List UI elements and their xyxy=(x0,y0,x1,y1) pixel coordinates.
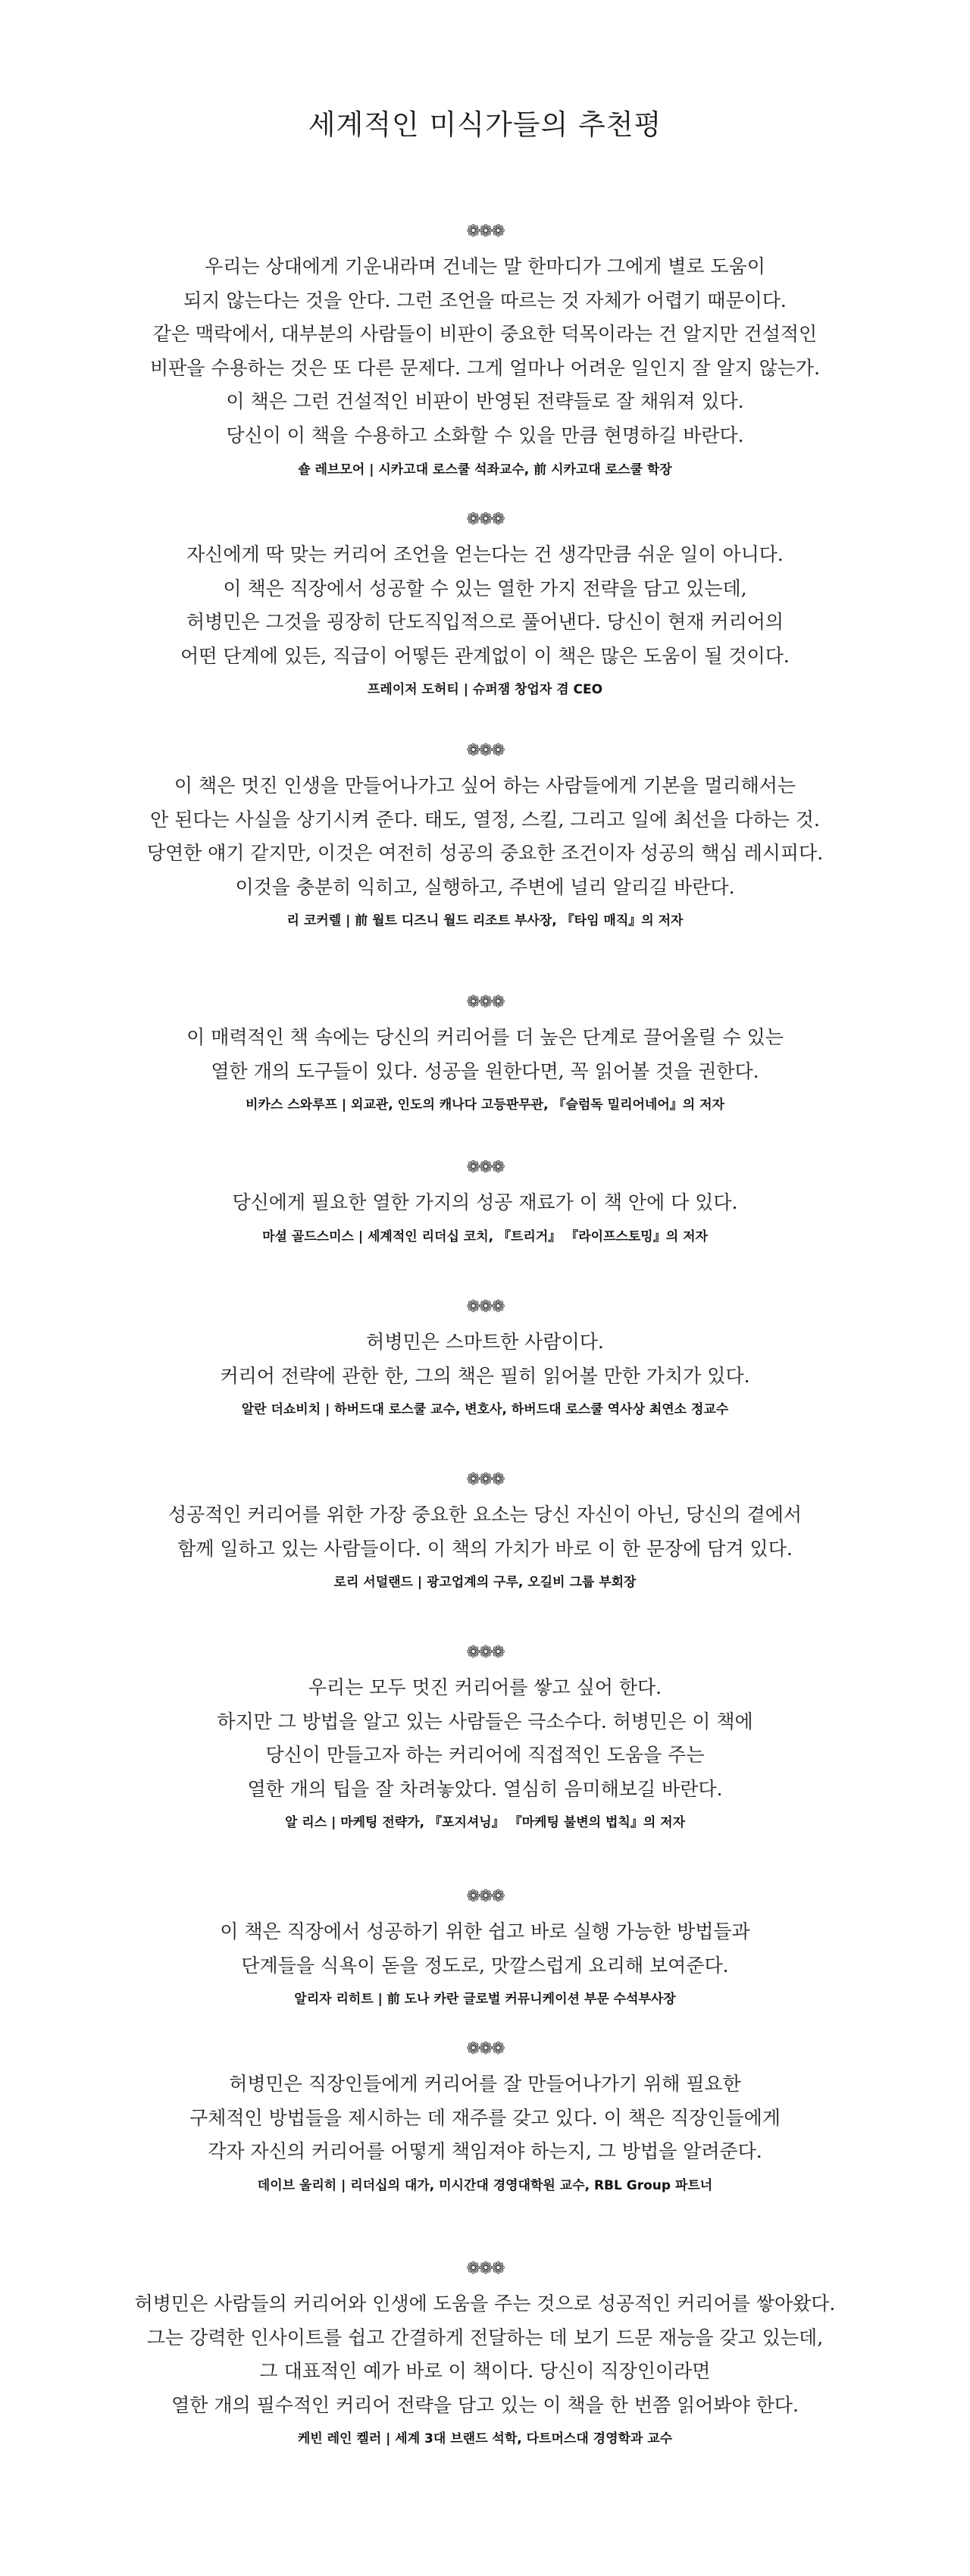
review-author: 프레이저 도허티 | 슈퍼잼 창업자 겸 CEO xyxy=(367,682,603,698)
review-author: 알리자 리히트 | 前 도나 카란 글로벌 커뮤니케이션 부문 수석부사장 xyxy=(294,1992,676,2008)
review-text-line: 어떤 단계에 있든, 직급이 어떻든 관계없이 이 책은 많은 도움이 될 것이다. xyxy=(180,644,790,667)
flower-ornament-icon: ❁❁❁ xyxy=(466,2259,504,2278)
review-text-line: 같은 맥락에서, 대부분의 사람들이 비판이 중요한 덕목이라는 건 알지만 건설적인 xyxy=(152,323,818,346)
review-text-line: 이 책은 직장에서 성공할 수 있는 열한 가지 전략을 담고 있는데, xyxy=(223,577,747,599)
review-text-line: 그는 강력한 인사이트를 쉽고 간결하게 전달하는 데 보기 드문 재능을 갖고 있는데, xyxy=(146,2326,824,2349)
review-block xyxy=(68,510,902,701)
flower-ornament-icon: ❁❁❁ xyxy=(466,741,504,760)
review-text-line: 열한 개의 도구들이 있다. 성공을 원한다면, 꼭 읽어볼 것을 권한다. xyxy=(211,1060,759,1082)
flower-ornament-icon: ❁❁❁ xyxy=(466,510,504,529)
review-text-line: 구체적인 방법들을 제시하는 데 재주를 갖고 있다. 이 책은 직장인들에게 xyxy=(189,2106,781,2129)
review-author: 비카스 스와루프 | 외교관, 인도의 캐나다 고등판무관, 『슬럼독 밀리어네어』의 저자 xyxy=(246,1097,724,1113)
review-text-line: 열한 개의 팁을 잘 차려놓았다. 열심히 음미해보길 바란다. xyxy=(247,1777,723,1800)
review-text-line: 단계들을 식욕이 돋을 정도로, 맛깔스럽게 요리해 보여준다. xyxy=(241,1954,729,1977)
review-text-line: 성공적인 커리어를 위한 가장 중요한 요소는 당신 자신이 아닌, 당신의 곁에서 xyxy=(167,1504,803,1526)
review-block xyxy=(68,2259,902,2450)
flower-ornament-icon: ❁❁❁ xyxy=(466,1887,504,1906)
review-text-line: 허병민은 직장인들에게 커리어를 잘 만들어나가기 위해 필요한 xyxy=(229,2073,741,2095)
review-author: 알 리스 | 마케팅 전략가, 『포지셔닝』 『마케팅 불변의 법칙』의 저자 xyxy=(284,1815,686,1831)
review-author: 케빈 레인 켈러 | 세계 3대 브랜드 석학, 다트머스대 경영학과 교수 xyxy=(297,2431,673,2447)
review-text-line: 커리어 전략에 관한 한, 그의 책은 필히 읽어볼 만한 가치가 있다. xyxy=(220,1364,750,1387)
review-block xyxy=(68,1158,902,1248)
review-text-line: 이 책은 직장에서 성공하기 위한 쉽고 바로 실행 가능한 방법들과 xyxy=(220,1920,750,1942)
flower-ornament-icon: ❁❁❁ xyxy=(466,2039,504,2058)
review-text-line: 되지 않는다는 것을 안다. 그런 조언을 따르는 것 자체가 어렵기 때문이다. xyxy=(183,289,787,311)
review-text-line: 허병민은 스마트한 사람이다. xyxy=(366,1331,604,1353)
review-block xyxy=(68,1643,902,1834)
review-author: 리 코커렐 | 前 월트 디즈니 월드 리조트 부사장, 『타임 매직』의 저자 xyxy=(286,913,684,929)
review-text-line: 우리는 모두 멋진 커리어를 쌓고 싶어 한다. xyxy=(308,1676,662,1698)
review-block xyxy=(68,2039,902,2197)
review-text-line: 허병민은 사람들의 커리어와 인생에 도움을 주는 것으로 성공적인 커리어를 쌓아왔다. xyxy=(134,2293,836,2315)
review-text-line: 함께 일하고 있는 사람들이다. 이 책의 가치가 바로 이 한 문장에 담겨 있다. xyxy=(177,1537,793,1560)
review-text-line: 당신에게 필요한 열한 가지의 성공 재료가 이 책 안에 다 있다. xyxy=(232,1191,738,1213)
review-block xyxy=(68,1297,902,1421)
flower-ornament-icon: ❁❁❁ xyxy=(466,1158,504,1177)
review-author: 마셜 골드스미스 | 세계적인 리더십 코치, 『트리거』 『라이프스토밍』의 저자 xyxy=(262,1229,708,1244)
review-text-line: 안 된다는 사실을 상기시켜 준다. 태도, 열정, 스킬, 그리고 일에 최선을 다하는 것. xyxy=(150,808,820,831)
review-block xyxy=(68,741,902,932)
review-block xyxy=(68,222,902,481)
review-text-line: 당신이 이 책을 수용하고 소화할 수 있을 만큼 현명하길 바란다. xyxy=(226,424,744,446)
review-text-line: 당연한 얘기 같지만, 이것은 여전히 성공의 중요한 조건이자 성공의 핵심 레시피다. xyxy=(146,842,824,865)
review-block xyxy=(68,1887,902,2011)
review-author: 숄 레브모어 | 시카고대 로스쿨 석좌교수, 前 시카고대 로스쿨 학장 xyxy=(298,462,672,477)
review-text-line: 허병민은 그것을 굉장히 단도직입적으로 풀어낸다. 당신이 현재 커리어의 xyxy=(186,611,784,634)
review-author: 데이브 울리히 | 리더십의 대가, 미시간대 경영대학원 교수, RBL Group 파트너 xyxy=(257,2177,713,2193)
review-block xyxy=(68,1470,902,1594)
review-text-line: 이것을 충분히 익히고, 실행하고, 주변에 널리 알리길 바란다. xyxy=(235,875,735,898)
flower-ornament-icon: ❁❁❁ xyxy=(466,1297,504,1316)
review-text-line: 이 책은 멋진 인생을 만들어나가고 싶어 하는 사람들에게 기본을 멀리해서는 xyxy=(174,775,796,797)
review-text-line: 비판을 수용하는 것은 또 다른 문제다. 그게 얼마나 어려운 일인지 잘 알지 않는가. xyxy=(149,356,821,379)
flower-ornament-icon: ❁❁❁ xyxy=(466,1643,504,1662)
flower-ornament-icon: ❁❁❁ xyxy=(466,1470,504,1489)
review-author: 로리 서덜랜드 | 광고업계의 구루, 오길비 그룹 부회장 xyxy=(333,1575,637,1591)
review-author: 알란 더쇼비치 | 하버드대 로스쿨 교수, 변호사, 하버드대 로스쿨 역사상 최연소 정교수 xyxy=(241,1402,729,1418)
page-title: 세계적인 미식가들의 추천평 xyxy=(308,108,662,141)
review-text-line: 우리는 상대에게 기운내라며 건네는 말 한마디가 그에게 별로 도움이 xyxy=(205,255,765,277)
review-text-line: 하지만 그 방법을 알고 있는 사람들은 극소수다. 허병민은 이 책에 xyxy=(217,1710,753,1732)
review-text-line: 각자 자신의 커리어를 어떻게 책임져야 하는지, 그 방법을 알려준다. xyxy=(208,2140,762,2163)
review-text-line: 이 매력적인 책 속에는 당신의 커리어를 더 높은 단계로 끌어올릴 수 있는 xyxy=(186,1026,784,1048)
flower-ornament-icon: ❁❁❁ xyxy=(466,222,504,241)
review-block xyxy=(68,993,902,1116)
review-text-line: 그 대표적인 예가 바로 이 책이다. 당신이 직장인이라면 xyxy=(259,2360,711,2383)
review-text-line: 이 책은 그런 건설적인 비판이 반영된 전략들로 잘 채워져 있다. xyxy=(226,390,744,413)
flower-ornament-icon: ❁❁❁ xyxy=(466,993,504,1012)
review-text-line: 당신이 만들고자 하는 커리어에 직접적인 도움을 주는 xyxy=(265,1744,705,1767)
review-text-line: 자신에게 딱 맞는 커리어 조언을 얻는다는 건 생각만큼 쉬운 일이 아니다. xyxy=(186,543,784,565)
review-text-line: 열한 개의 필수적인 커리어 전략을 담고 있는 이 책을 한 번쯤 읽어봐야 한다. xyxy=(171,2393,799,2416)
